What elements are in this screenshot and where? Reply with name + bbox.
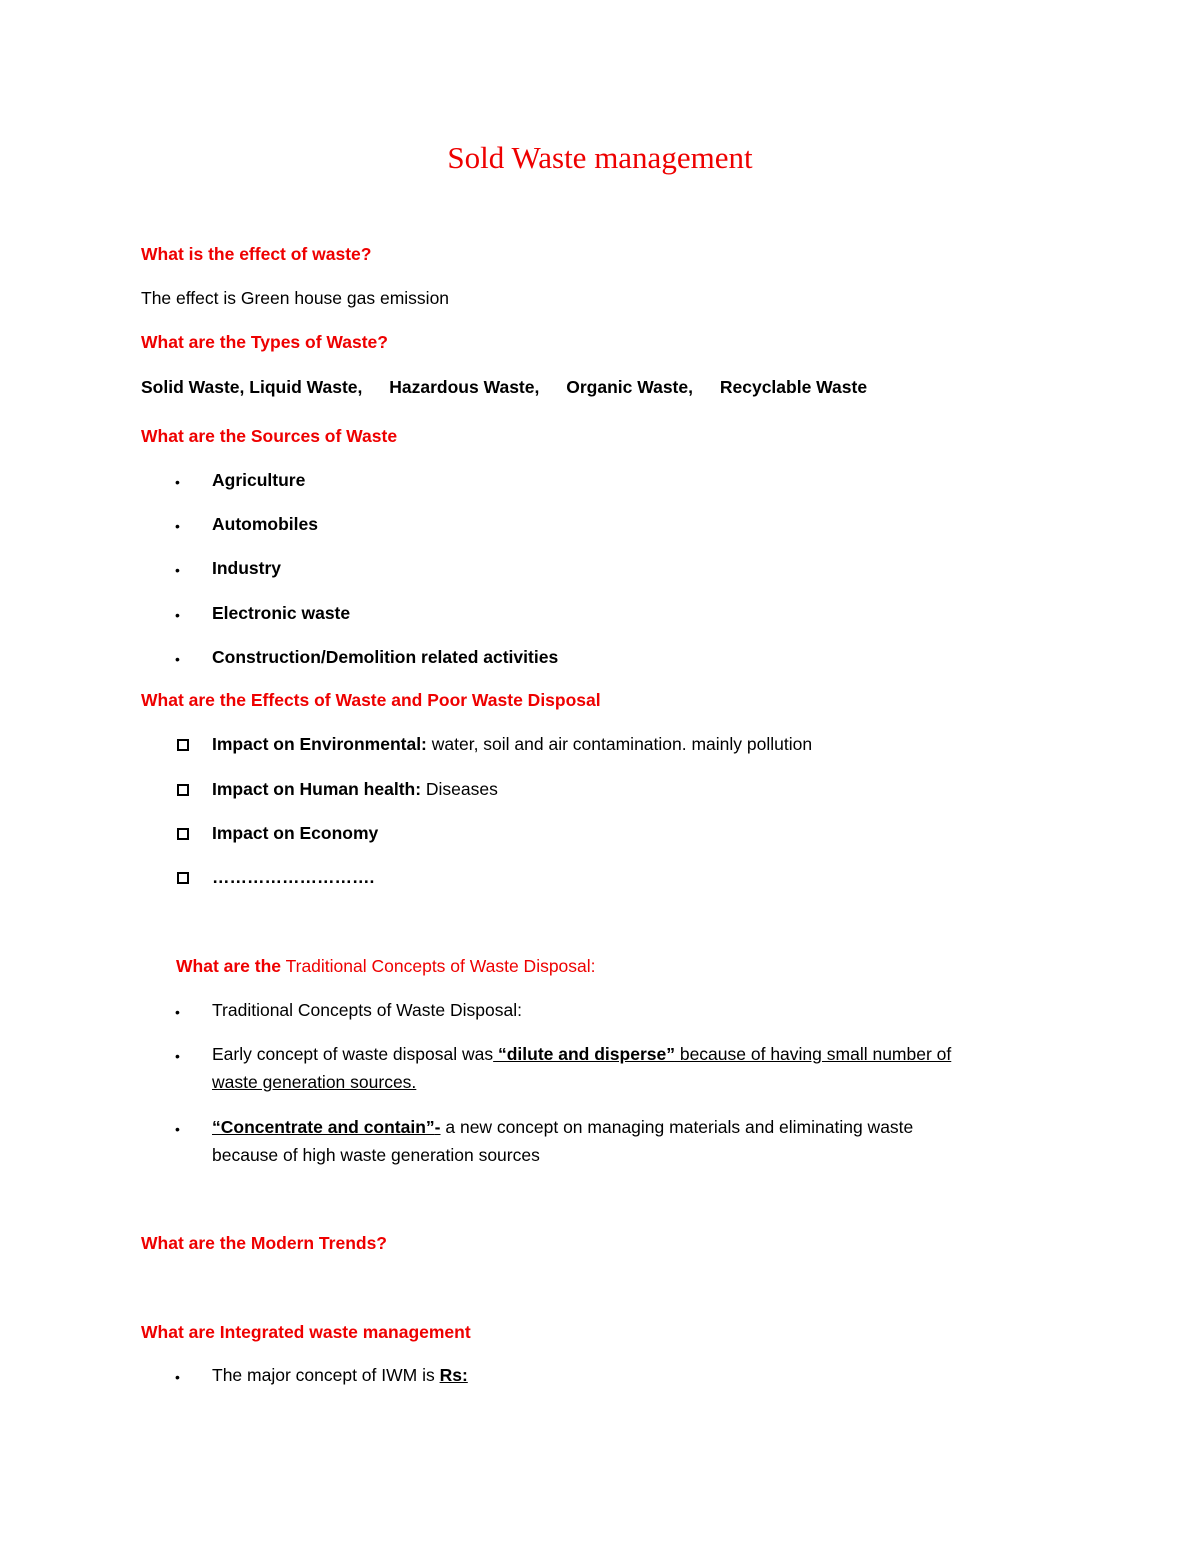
effect-item-label: ……………………….	[212, 867, 375, 887]
effect-item	[212, 779, 498, 800]
concept-dash: -	[434, 1117, 441, 1137]
checkbox-icon	[177, 738, 189, 756]
waste-type: Liquid Waste,	[249, 377, 363, 397]
question-effects-of-waste: What are the Effects of Waste and Poor Waste Disposal	[141, 690, 601, 710]
checkbox-icon	[177, 783, 189, 801]
concept-text: a new concept on managing materials and eliminating waste	[440, 1117, 914, 1137]
bullet-icon: •	[175, 518, 180, 534]
question-integrated-waste-management: What are Integrated waste management	[141, 1322, 471, 1342]
effect-item-detail: water, soil and air contamination. mainly pollution	[426, 734, 813, 754]
concept-item-continued: waste generation sources.	[212, 1072, 417, 1092]
document-title: Sold Waste management	[447, 140, 753, 175]
effect-item-label: Impact on Human health:	[212, 779, 422, 799]
iwm-underlined: Rs:	[439, 1365, 468, 1385]
bullet-icon: •	[175, 1048, 180, 1064]
checkbox-icon	[177, 827, 189, 845]
source-item: Construction/Demolition related activities	[212, 647, 559, 667]
source-item: Automobiles	[212, 514, 318, 534]
concept-text-underlined: because of having small number of	[674, 1044, 952, 1064]
bullet-icon: •	[175, 1004, 180, 1020]
bullet-icon: •	[175, 1369, 180, 1385]
bullet-icon: •	[175, 562, 180, 578]
concept-item: Traditional Concepts of Waste Disposal:	[212, 1000, 522, 1020]
iwm-text: The major concept of IWM is	[212, 1365, 440, 1385]
question-effect-of-waste: What is the effect of waste?	[141, 244, 372, 264]
waste-type: Solid Waste,	[141, 377, 245, 397]
waste-type: Organic Waste,	[566, 377, 693, 397]
source-item: Agriculture	[212, 470, 306, 490]
effect-item	[212, 823, 378, 844]
concept-item-continued: because of high waste generation sources	[212, 1145, 540, 1165]
bullet-icon: •	[175, 474, 180, 490]
question-rest: Traditional Concepts of Waste Disposal:	[281, 956, 596, 976]
waste-type: Hazardous Waste,	[389, 377, 540, 397]
concept-item	[212, 1044, 951, 1065]
bullet-icon: •	[175, 607, 180, 623]
waste-type: Recyclable Waste	[719, 377, 868, 397]
concept-quote: “dilute and disperse”	[493, 1044, 675, 1064]
effect-item-label: Impact on Economy	[212, 823, 379, 843]
waste-types-line	[141, 377, 867, 398]
concept-text: Early concept of waste disposal was	[212, 1044, 494, 1064]
checkbox-icon	[177, 871, 189, 889]
question-lead: What are the	[176, 956, 282, 976]
source-item: Industry	[212, 558, 282, 578]
concept-item	[212, 1117, 913, 1138]
concept-quote: “Concentrate and contain”	[212, 1117, 435, 1137]
effect-item	[212, 867, 374, 888]
question-sources-of-waste: What are the Sources of Waste	[141, 426, 398, 446]
question-modern-trends: What are the Modern Trends?	[141, 1233, 387, 1253]
question-traditional-concepts	[176, 956, 596, 977]
answer-effect-of-waste: The effect is Green house gas emission	[141, 288, 450, 308]
bullet-icon: •	[175, 1121, 180, 1137]
bullet-icon: •	[175, 651, 180, 667]
iwm-item	[212, 1365, 468, 1386]
effect-item-detail: Diseases	[421, 779, 498, 799]
question-types-of-waste: What are the Types of Waste?	[141, 332, 388, 352]
source-item: Electronic waste	[212, 603, 351, 623]
effect-item	[212, 734, 812, 755]
effect-item-label: Impact on Environmental:	[212, 734, 427, 754]
